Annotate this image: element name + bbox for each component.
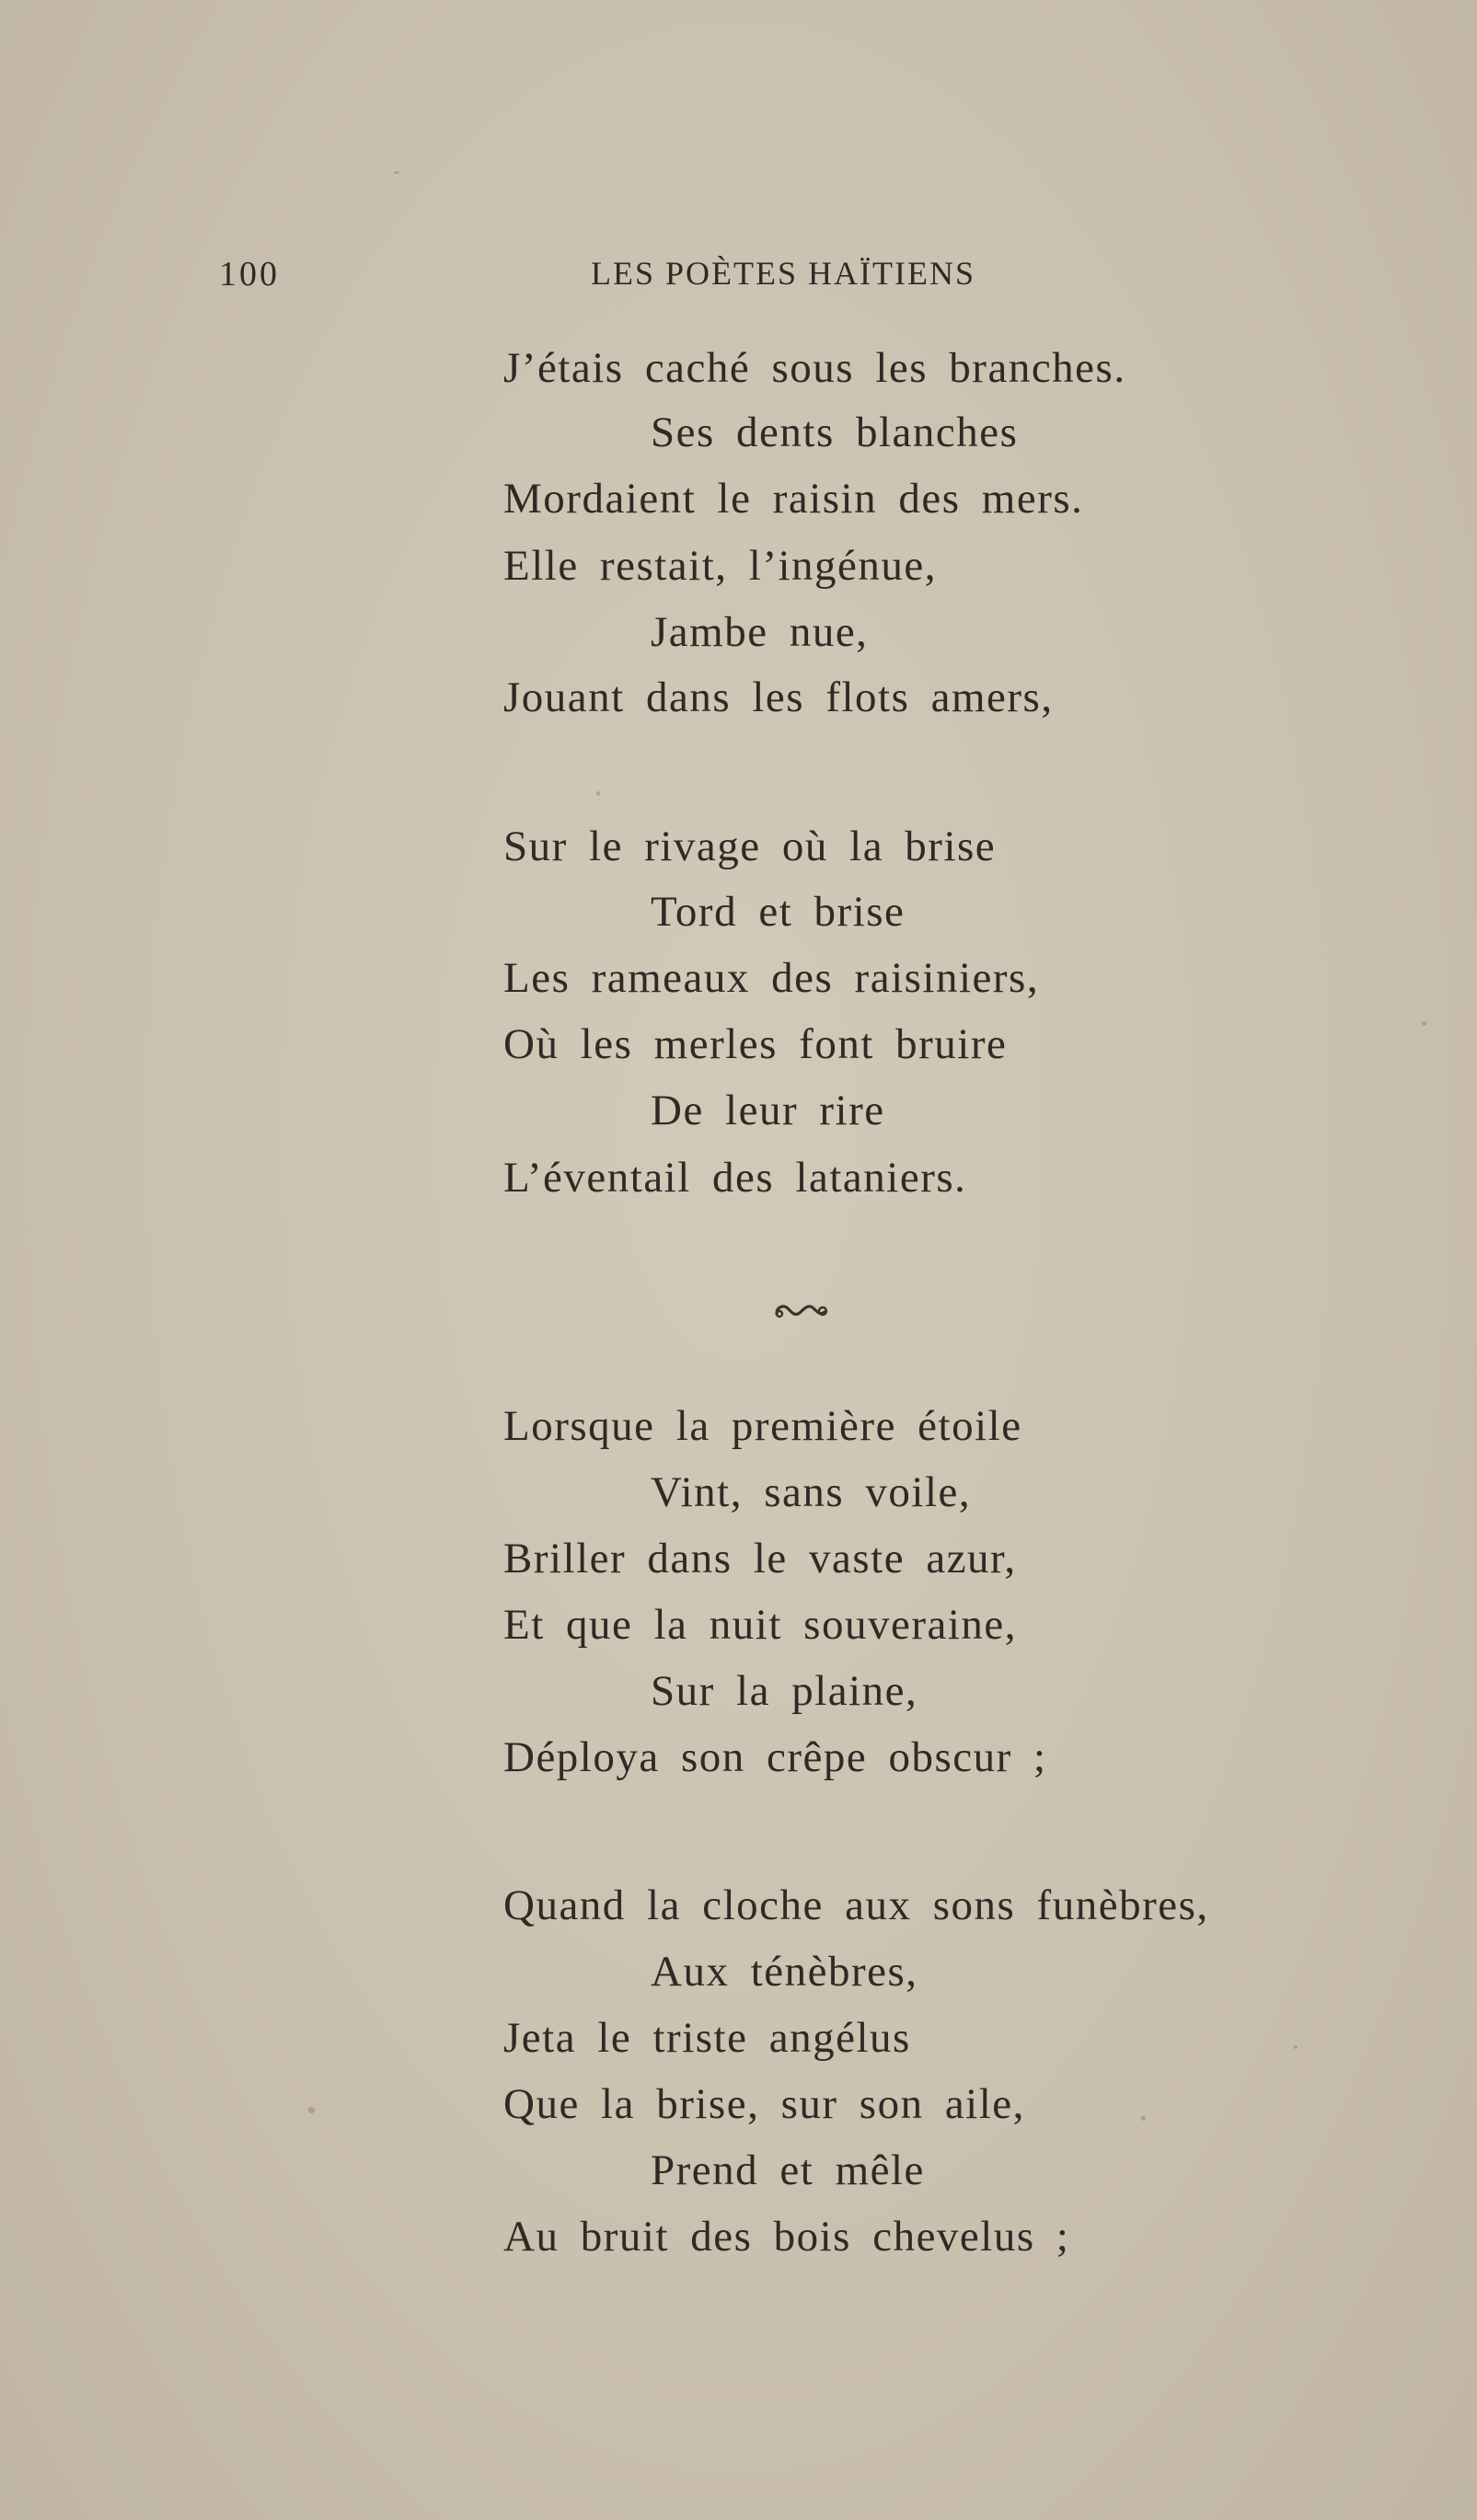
poem-line: Tord et brise [651,888,906,936]
paper-speck [596,791,600,796]
poem-line: Mordaient le raisin des mers. [503,475,1084,523]
poem-line: Ses dents blanches [651,408,1019,456]
paper-speck [1422,1021,1426,1026]
poem-line: Où les merles font bruire [503,1020,1008,1068]
poem-line: De leur rire [651,1087,885,1134]
poem-line: Prend et mêle [651,2146,925,2194]
paper-speck [394,171,399,174]
paper-speck [308,2107,315,2113]
poem-line: Lorsque la première étoile [503,1402,1022,1450]
poem-line: Jambe nue, [651,608,869,656]
poem-line: Sur la plaine, [651,1667,918,1715]
poem-line: Au bruit des bois chevelus ; [503,2213,1070,2261]
poem-line: L’éventail des lataniers. [503,1154,967,1202]
poem-line: Vint, sans voile, [651,1468,972,1516]
paper-speck [1294,2045,1298,2049]
poem-line: Elle restait, l’ingénue, [503,542,938,590]
poem-line: Sur le rivage où la brise [503,823,997,870]
poem-line: Les rameaux des raisiniers, [503,954,1040,1002]
page-number: 100 [219,255,280,293]
paper-speck [1141,2116,1146,2121]
poem-line: J’étais caché sous les branches. [503,344,1126,392]
poem-line: Briller dans le vaste azur, [503,1535,1017,1582]
poem-line: Jeta le triste angélus [503,2014,911,2062]
poem-line: Et que la nuit souveraine, [503,1601,1017,1649]
poem-line: Que la brise, sur son aile, [503,2080,1025,2128]
page-header [0,254,1477,300]
ornament-icon [771,1297,830,1325]
poem-line: Quand la cloche aux sons funèbres, [503,1881,1209,1929]
poem-line: Aux ténèbres, [651,1948,918,1996]
poem-line: Jouant dans les flots amers, [503,673,1054,721]
poem-line: Déploya son crêpe obscur ; [503,1733,1047,1781]
running-head: LES POÈTES HAÏTIENS [591,255,975,292]
